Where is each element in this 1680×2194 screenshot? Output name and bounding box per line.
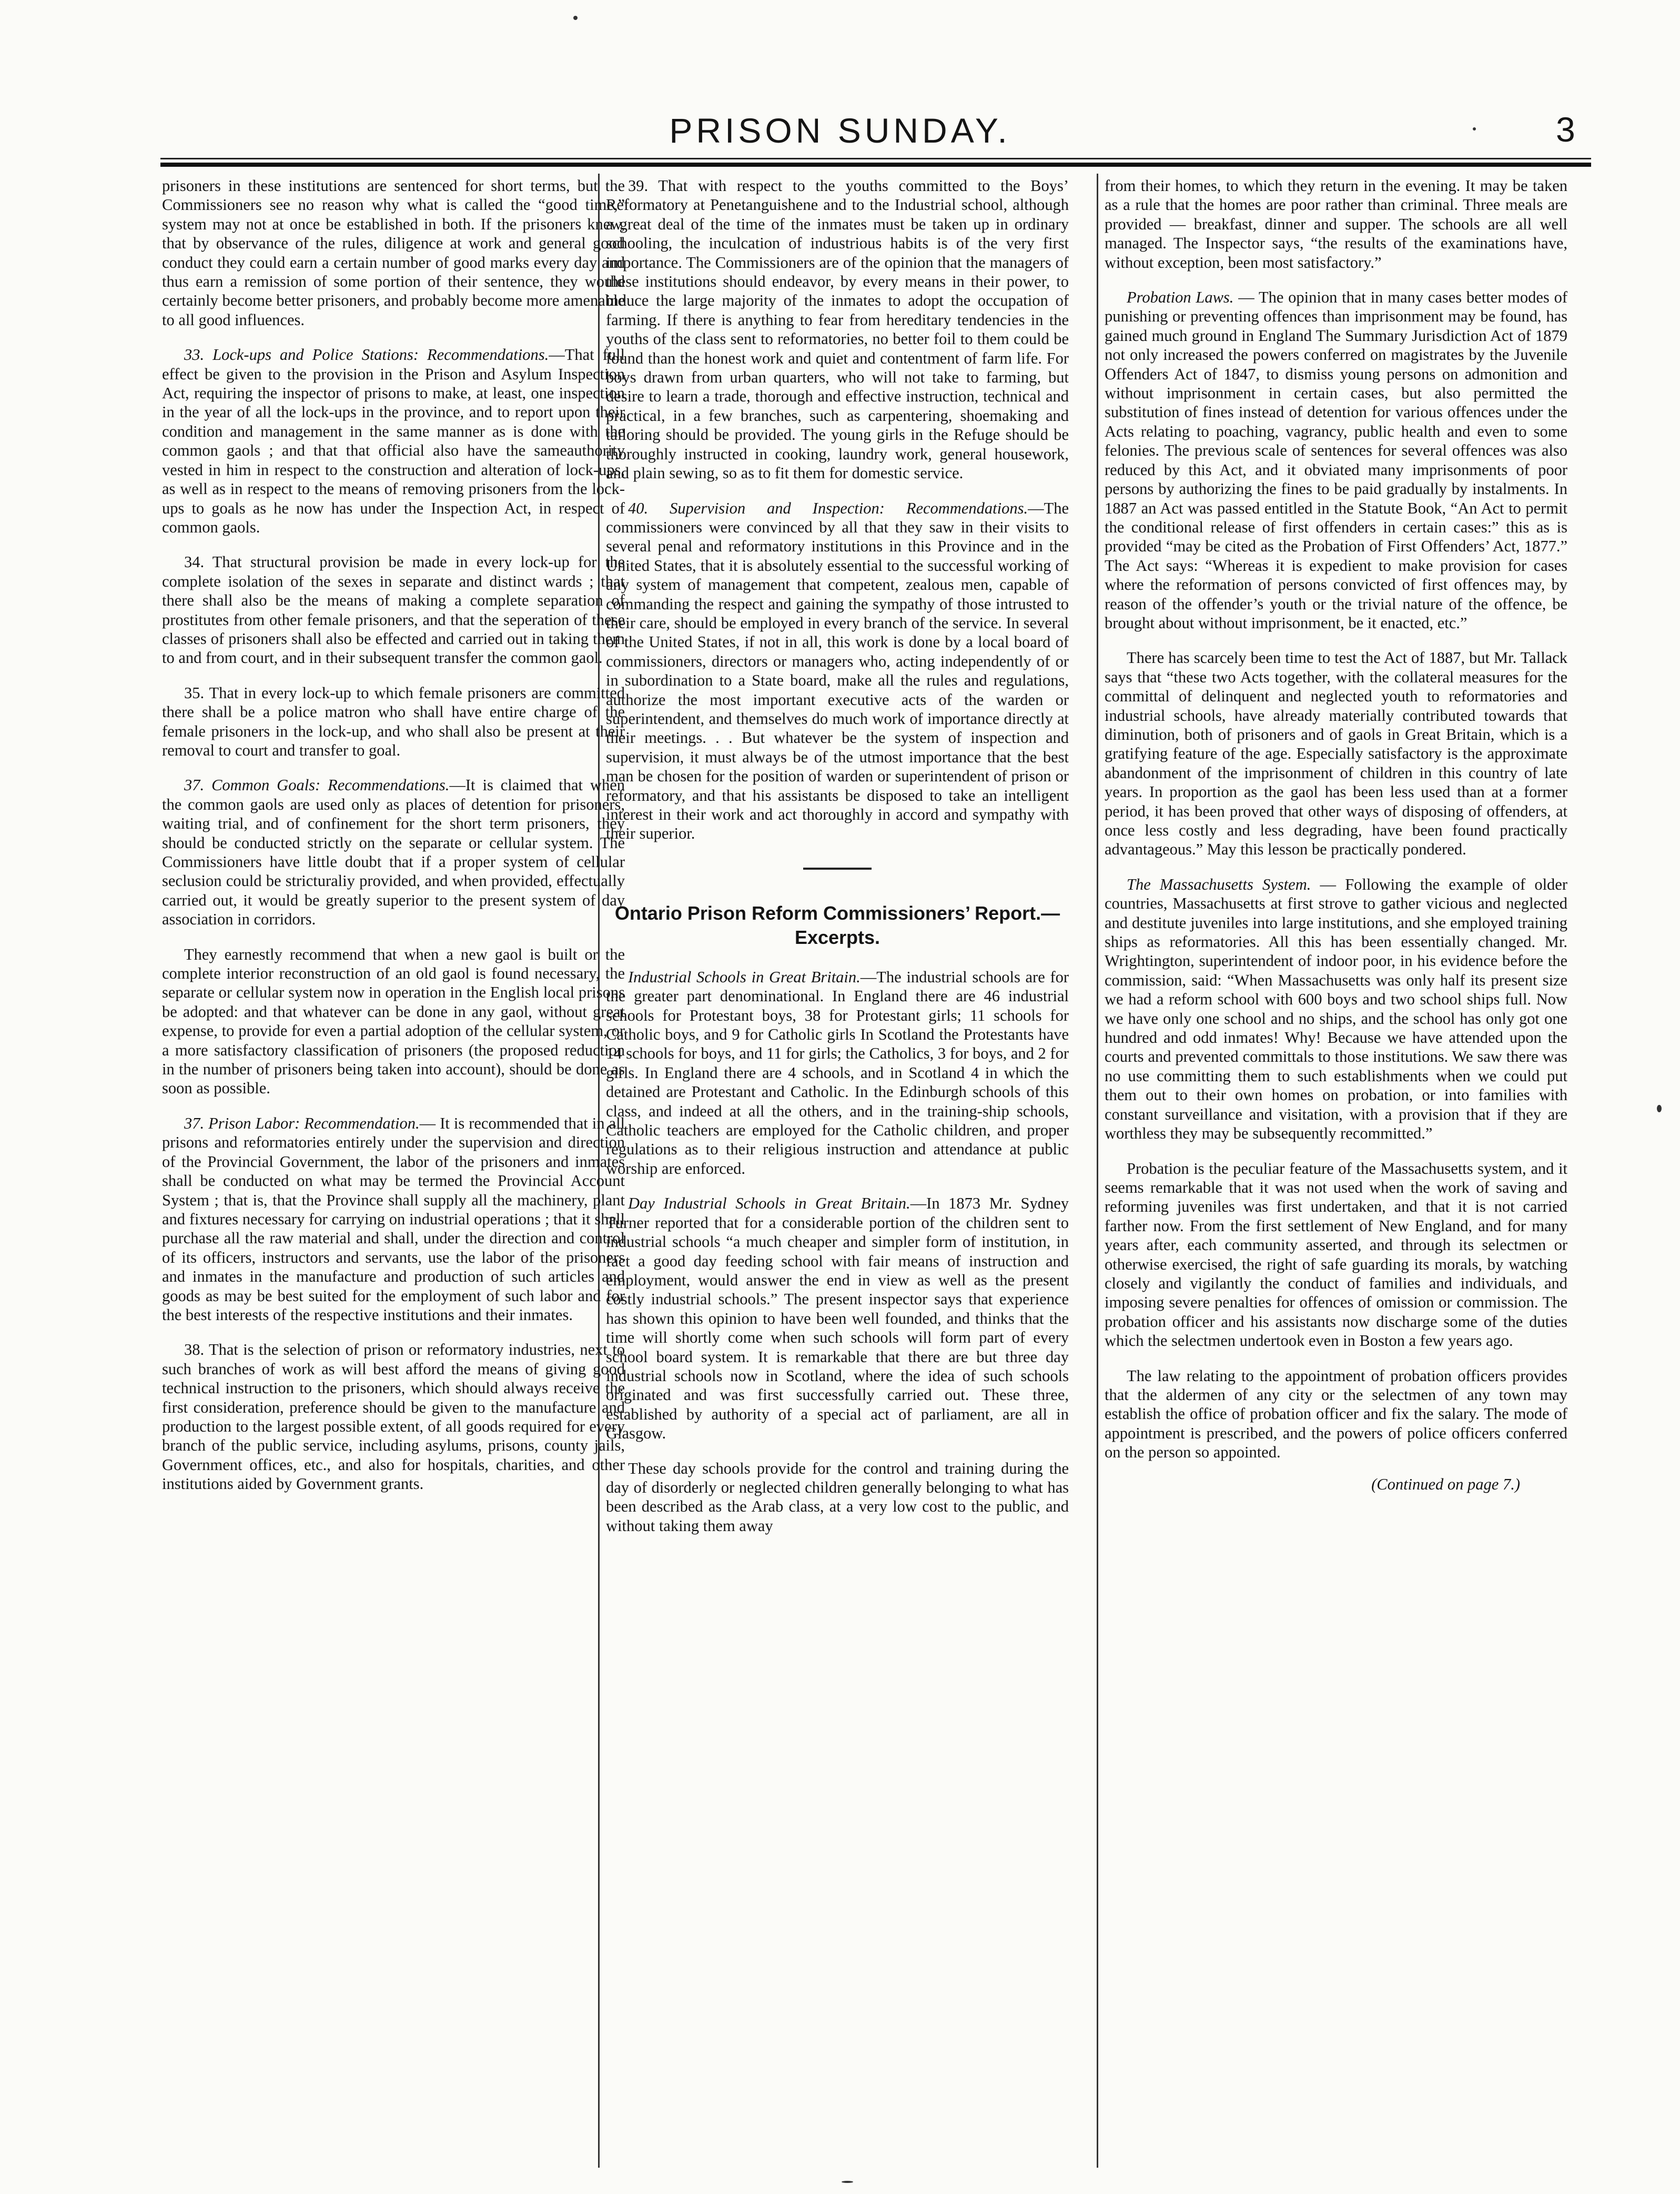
continued-note [1105,1475,1567,1494]
paragraph [162,1114,625,1324]
section-heading: Day Industrial Schools in Great Britain. [628,1194,910,1213]
column-divider-2 [1097,174,1098,2168]
section-heading: Probation Laws. [1127,288,1234,307]
article-heading: Ontario Prison Reform Commissioners’ Report.—Excerpts. [614,902,1060,948]
print-speck [842,2181,853,2183]
paragraph: These day schools provide for the control and training during the day of disorderly or neglected children generally belonging to what has been described as the Arab class, at a very low cost to the public, and without taking them away [606,1459,1069,1535]
paragraph [606,1194,1069,1443]
paragraph-body: — Following the example of older countries, Massachusetts at first strove to gather vicious and neglected and destitute juveniles into large institutions, and she employed training ships as reformatories. All this has been essentially changed. Mr. Wrightington, superintendent of indoor poor, in his evidence before the commission, said: “When Massachusetts was only half its present size we had a reform school with 600 boys and two school ships full. Now we have only one school and no ships, and the school has only got one hundred and odd inmates! Why! Because we have attended upon the courts and prevented committals to those institutions. We saw there was no use committing them to such establishments when we could put them out to their own homes on probation, or into families with constant surveillance and visitation, with a provision that if they are worthless they may be subsequently recommitted.” [1105,875,1567,1143]
section-heading: 33. Lock-ups and Police Stations: Recommendations. [184,346,549,364]
paragraph [1105,288,1567,632]
paragraph: 38. That is the selection of prison or reformatory industries, next to such branches of work as will best afford the means of giving good technical instruction to the prisoners, which should always receive the first consideration, preference should be given to the manufacture and production to the largest possible extent, of all goods required for every branch of the public service, including asylums, prisons, county jails, Government offices, etc., and also for hospitals, charities, and other institutions aided by Government grants. [162,1341,625,1493]
paragraph: 34. That structural provision be made in every lock-up for the complete isolation of the sexes in separate and distinct wards ; that there shall also be the means of making a complete separation of prostitutes from other female prisoners, and that the seperation of these classes of prisoners shall also be effected and carried out in taking them to and from court, and in their subsequent transfer the common gaol. [162,553,625,667]
print-speck [1657,1105,1662,1112]
paragraph-body: — It is recommended that in all prisons and reformatories entirely under the supervision and direction of the Provincial Government, the labor of the prisoners and inmates shall be conducted on what may be termed the Provincial Account System ; that is, that the Province shall supply all the machinery, plant and fixtures necessary for carrying on industrial operations ; that it shall purchase all the raw material and shall, under the direction and control of its officers, instructors and servants, use the labor of the prisoners and inmates in the manufacture and production of such articles and goods as may be best suited for the employment of such labor and for the best interests of the respective institutions and their inmates. [162,1114,625,1324]
section-divider [803,868,872,870]
section-heading: 40. Supervision and Inspection: Recommendations. [628,499,1028,517]
print-speck [1473,127,1476,130]
paragraph [162,345,625,537]
paragraph: Probation is the peculiar feature of the Massachusetts system, and it seems remarkable that it was not used when the work of saving and reforming juveniles was first undertaken, and that it is not carried farther now. From the first settlement of New England, and for many years after, each community asserted, and through its selectmen or otherwise exercised, the right of safe guarding its morals, by watching closely and vigilantly the conduct of families and individuals, and imposing severe penalties for offences of omission or commission. The probation officer and his assistants now discharge some of the duties which the selectmen undertook even in Boston a few years ago. [1105,1159,1567,1350]
column-1 [162,176,625,2160]
header-rule-thick [160,163,1591,167]
paragraph-body: —The commissioners were convinced by all that they saw in their visits to several penal and reformatory institutions in this Province and in the United States, that it is absolutely essential to the successful working of any system of management that competent, zealous men, capable of commanding the respect and gaining the sympathy of those intrusted to their care, should be employed in every branch of the service. In several of the United States, if not in all, this work is done by a local board of commissioners, directors or managers who, acting independently of or in subordination to a State board, make all the rules and regulations, authorize the most important executive acts of the warden or superintendent, and themselves do much work of importance directly at their meetings. . . But whatever be the system of inspection and supervision, it must always be of the utmost importance that the best man be chosen for the position of warden or superintendent of prison or reformatory, and that his assistants be disposed to take an intelligent interest in their work and act thoroughly in accord and sympathy with their superior. [606,499,1069,843]
paragraph [606,968,1069,1178]
column-3 [1105,176,1567,2160]
paragraph: 35. That in every lock-up to which female prisoners are committed there shall be a police matron who shall have entire charge of the female prisoners in the lock-up, and who shall also be present at their removal to court and transfer to goal. [162,683,625,759]
paragraph [606,499,1069,843]
column-2 [606,176,1069,2160]
paragraph-body: —In 1873 Mr. Sydney Turner reported that for a considerable portion of the children sent to industrial schools “a much cheaper and simpler form of institution, in fact a good day feeding school with fair means of instruction and employment, would answer the end in view as well as the present costly industrial schools.” The present inspector says that experience has shown this opinion to have been well founded, and thinks that the time will shortly come when such schools will form part of every school board system. It is remarkable that there are but three day industrial schools now in Scotland, where the idea of such schools originated and was first successfully carried out. These three, established by authority of a special act of parliament, are all in Glasgow. [606,1194,1069,1443]
print-speck [573,16,578,20]
page-title: PRISON SUNDAY. [669,111,1011,150]
paragraph: They earnestly recommend that when a new gaol is built or the complete interior reconstruction of an old gaol is found necessary, the separate or cellular system now in operation in the English local prisons be adopted: and that whatever can be done in any gaol, without great expense, to provide for even a partial adoption of the cellular system, or a more satisfactory classification of prisoners (the proposed reduction in the number of prisoners being taken into account), should be done as soon as possible. [162,945,625,1098]
paragraph: 39. That with respect to the youths committed to the Boys’ Reformatory at Penetanguishene and to the Industrial school, although a great deal of the time of the inmates must be taken up in ordinary schooling, the inculcation of industrious habits is of the very first importance. The Commissioners are of the opinion that the managers of these institutions should endeavor, by every means in their power, to induce the large majority of the inmates to adopt the occupation of farming. If there is anything to fear from hereditary tendencies in the youths of the class sent to reformatories, no better foil to them could be found than the honest work and quiet and contentment of farm life. For boys drawn from urban quarters, who will not take to farming, but desire to learn a trade, thorough and effective instruction, technical and practical, in a few branches, such as carpentering, shoemaking and tailoring should be provided. The young girls in the Refuge should be thoroughly instructed in cooking, laundry work, general housework, and plain sewing, so as to fit them for domestic service. [606,177,1069,482]
paragraph-body: —That full effect be given to the provision in the Prison and Asylum Inspection Act, requiring the inspector of prisons to make, at least, one inspection in the year of all the lock-ups in the province, and to report upon their condition and management in the same manner as is done with the common gaols ; and that that official also have the sameauthority vested in him in respect to the construction and alteration of lock-ups, as well as in respect to the means of removing prisoners from the lock-ups to goals as he now has under the Inspection Act, in respect of common gaols. [162,346,625,536]
paragraph-body: —It is claimed that when the common gaols are used only as places of detention for prisoners, waiting trial, and of confinement for the short term prisoners, they should be conducted strictly on the separate or cellular system. The Commissioners have little doubt that if a proper system of cellular seclusion could be stricturaliy provided, and when provided, effectually carried out, it would be greatly superior to the present system of day association in corridors. [162,776,625,929]
section-heading: Industrial Schools in Great Britain. [628,968,861,986]
paragraph: prisoners in these institutions are sentenced for short terms, but the Commissioners see no reason why what is called the “good time,” system may not at once be established in both. If the prisoners knew, that by observance of the rules, diligence at work and general good conduct they could earn a certain number of good marks every day and thus earn a remission of some portion of their sentence, they would certainly become better prisoners, and probably become more amenable to all good influences. [162,177,625,329]
paragraph: The law relating to the appointment of probation officers provides that the aldermen of any city or the selectmen of any town may establish the office of probation officer and fix the salary. The mode of appointment is prescribed, and the powers of police officers conferred on the person so appointed. [1105,1366,1567,1462]
paragraph-body: — The opinion that in many cases better modes of punishing or preventing offences than imprisonment may be found, has gained much ground in England The Summary Jurisdiction Act of 1879 not only increased the powers conferred on magistrates by the Juvenile Offenders Act of 1847, to dismiss young persons on admonition and without imprisonment in certain cases, but also permitted the substitution of fines instead of detention for various offences under the Acts relating to poaching, vagrancy, public health and even to some felonies. The previous scale of sentences for several offences was also reduced by this Act, and it obviated many imprisonments of poor persons by authorizing the fines to be paid gradually by instalments. In 1887 an Act was passed entitled in the Statute Book, “An Act to permit the conditional release of first offenders in certain cases:” this as is provided “may be cited as the Probation of First Offenders’ Act, 1877.” The Act says: “Whereas it is expedient to make provision for cases where the reformation of persons convicted of first offences may, by reason of the offender’s youth or the trivial nature of the offence, be brought about without imprisonment, be it enacted, etc.” [1105,288,1567,632]
page-number: 3 [1556,110,1575,149]
paragraph: There has scarcely been time to test the Act of 1887, but Mr. Tallack says that “these two Acts together, with the collateral measures for the committal of delinquent and neglected youth to reformatories and industrial schools, have already materially contributed towards that diminution, both of prisoners and of gaols in Great Britain, which is a gratifying feature of the age. Especially satisfactory is the approximate abandonment of the imprisonment of children in this country of late years. In proportion as the gaol has been less used than at a former period, it has been proved that other ways of disposing of offenders, at once less costly and less degrading, have been found practically advantageous.” May this lesson be practically pondered. [1105,649,1567,859]
paragraph-body: —The industrial schools are for the greater part denominational. In England there are 46 industrial schools for Protestant boys, 38 for Protestant girls; 11 schools for Catholic boys, and 9 for Catholic girls In Scotland the Protestants have 14 schools for boys, and 11 for girls; the Catholics, 3 for boys, and 2 for girls. In England there are 4 schools, and in Scotland 4 in which the detained are Protestant and Catholic. In the Edinburgh schools of this class, and indeed at all the others, and in the training-ship schools, Catholic teachers are employed for the Catholic children, and proper regulations as to their religious instruction and attendance at public worship are enforced. [606,968,1069,1177]
continued-note-text: (Continued on page 7.) [1371,1475,1520,1493]
paragraph [1105,875,1567,1143]
paragraph: from their homes, to which they return in the evening. It may be taken as a rule that the homes are poor rather than criminal. Three meals are provided — breakfast, dinner and supper. The schools are all well managed. The Inspector says, “the results of the examinations have, without exception, been most satisfactory.” [1105,177,1567,271]
paragraph [162,776,625,929]
header-rule-thin [160,158,1591,159]
section-heading: 37. Prison Labor: Recommendation. [184,1114,420,1132]
section-heading: 37. Common Goals: Recommendations. [184,776,450,794]
section-heading: The Massachusetts System. [1127,875,1311,893]
